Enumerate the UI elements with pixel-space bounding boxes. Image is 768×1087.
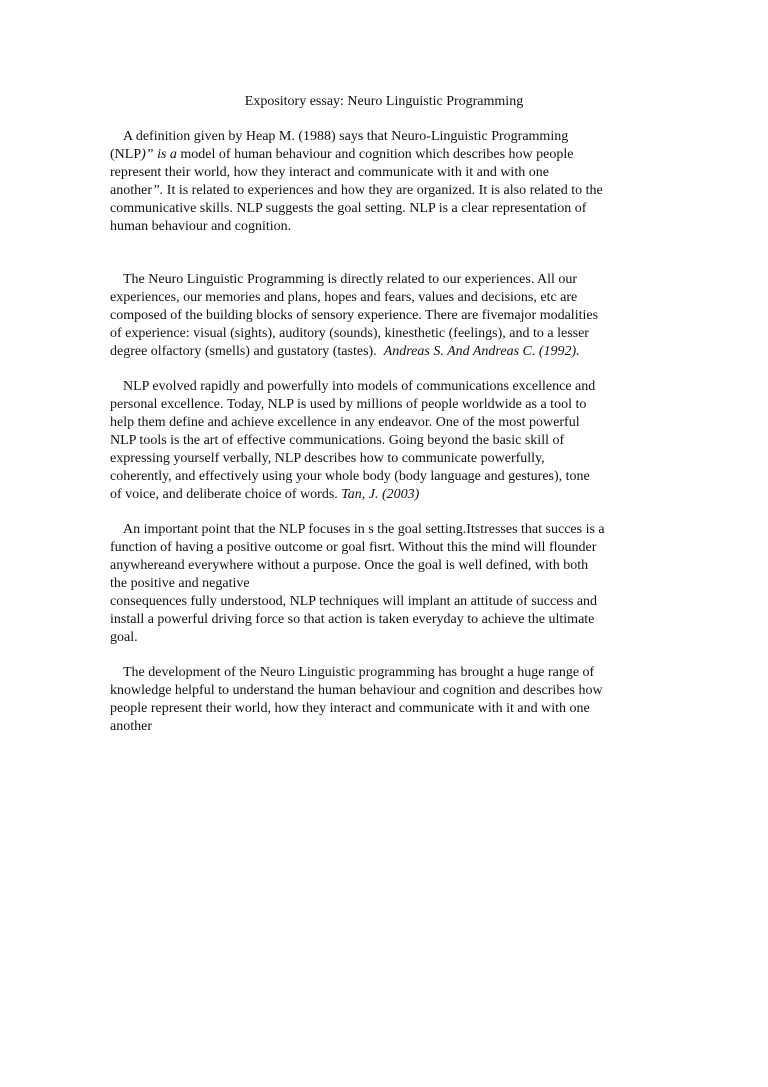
- paragraph-2-line-2: experiences, our memories and plans, hopes and fears, values and decisions, etc are: [110, 290, 578, 305]
- paragraph-5-line-2: knowledge helpful to understand the human behaviour and cognition and describes how: [110, 683, 603, 698]
- paragraph-2-line-3: composed of the building blocks of sensory experience. There are fivemajor modalities: [110, 308, 599, 323]
- paragraph-5-line-3: people represent their world, how they interact and communicate with it and with one: [110, 701, 590, 716]
- paragraph-4-line-1: An important point that the NLP focuses in s the goal setting.Itstresses that succes is a: [123, 522, 605, 537]
- paragraph-1-line-4: another”. It is related to experiences and how they are organized. It is also related to the: [110, 183, 603, 198]
- paragraph-1-line-2: (NLP)” is a model of human behaviour and cognition which describes how people: [110, 147, 574, 162]
- paragraph-3-line-3: help them define and achieve excellence in any endeavor. One of the most powerful: [110, 415, 580, 430]
- citation: Tan, J. (2003): [341, 487, 420, 502]
- paragraph-1-line-6: human behaviour and cognition.: [110, 219, 292, 234]
- paragraph-3-line-1: NLP evolved rapidly and powerfully into models of communications excellence and: [123, 379, 596, 394]
- paragraph-3-line-2: personal excellence. Today, NLP is used by millions of people worldwide as a tool to: [110, 397, 587, 412]
- paragraph-4-line-7: goal.: [110, 630, 138, 645]
- paragraph-4-line-3: anywhereand everywhere without a purpose. Once the goal is well defined, with both: [110, 558, 589, 573]
- paragraph-1-line-1: A definition given by Heap M. (1988) says that Neuro-Linguistic Programming: [123, 129, 569, 144]
- paragraph-2-line-5: degree olfactory (smells) and gustatory (tastes). Andreas S. And Andreas C. (1992).: [110, 344, 580, 359]
- paragraph-2-line-1: The Neuro Linguistic Programming is directly related to our experiences. All our: [123, 272, 578, 287]
- paragraph-3-line-7: of voice, and deliberate choice of words. Tan, J. (2003): [110, 487, 420, 502]
- paragraph-3-line-6: coherently, and effectively using your whole body (body language and gestures), tone: [110, 469, 590, 484]
- paragraph-3-line-5: expressing yourself verbally, NLP describes how to communicate powerfully,: [110, 451, 545, 466]
- page-title: Expository essay: Neuro Linguistic Programming: [244, 94, 524, 109]
- quote-emphasis: )” is a: [141, 147, 177, 162]
- paragraph-4-line-4: the positive and negative: [110, 576, 250, 591]
- paragraph-4-line-2: function of having a positive outcome or goal fisrt. Without this the mind will flounder: [110, 540, 597, 555]
- paragraph-4-line-5: consequences fully understood, NLP techniques will implant an attitude of success and: [110, 594, 598, 609]
- paragraph-1-line-5: communicative skills. NLP suggests the goal setting. NLP is a clear representation of: [110, 201, 587, 216]
- paragraph-5-line-1: The development of the Neuro Linguistic programming has brought a huge range of: [123, 665, 595, 680]
- paragraph-4-line-6: install a powerful driving force so that action is taken everyday to achieve the ultimate: [110, 612, 595, 627]
- paragraph-3-line-4: NLP tools is the art of effective communications. Going beyond the basic skill of: [110, 433, 565, 448]
- quote-emphasis: ”.: [151, 183, 164, 198]
- citation: Andreas S. And Andreas C. (1992).: [383, 344, 580, 359]
- paragraph-1-line-3: represent their world, how they interact and communicate with it and with one: [110, 165, 549, 180]
- paragraph-5-line-4: another: [110, 719, 152, 734]
- paragraph-2-line-4: of experience: visual (sights), auditory (sounds), kinesthetic (feelings), and to a lesser: [110, 326, 589, 341]
